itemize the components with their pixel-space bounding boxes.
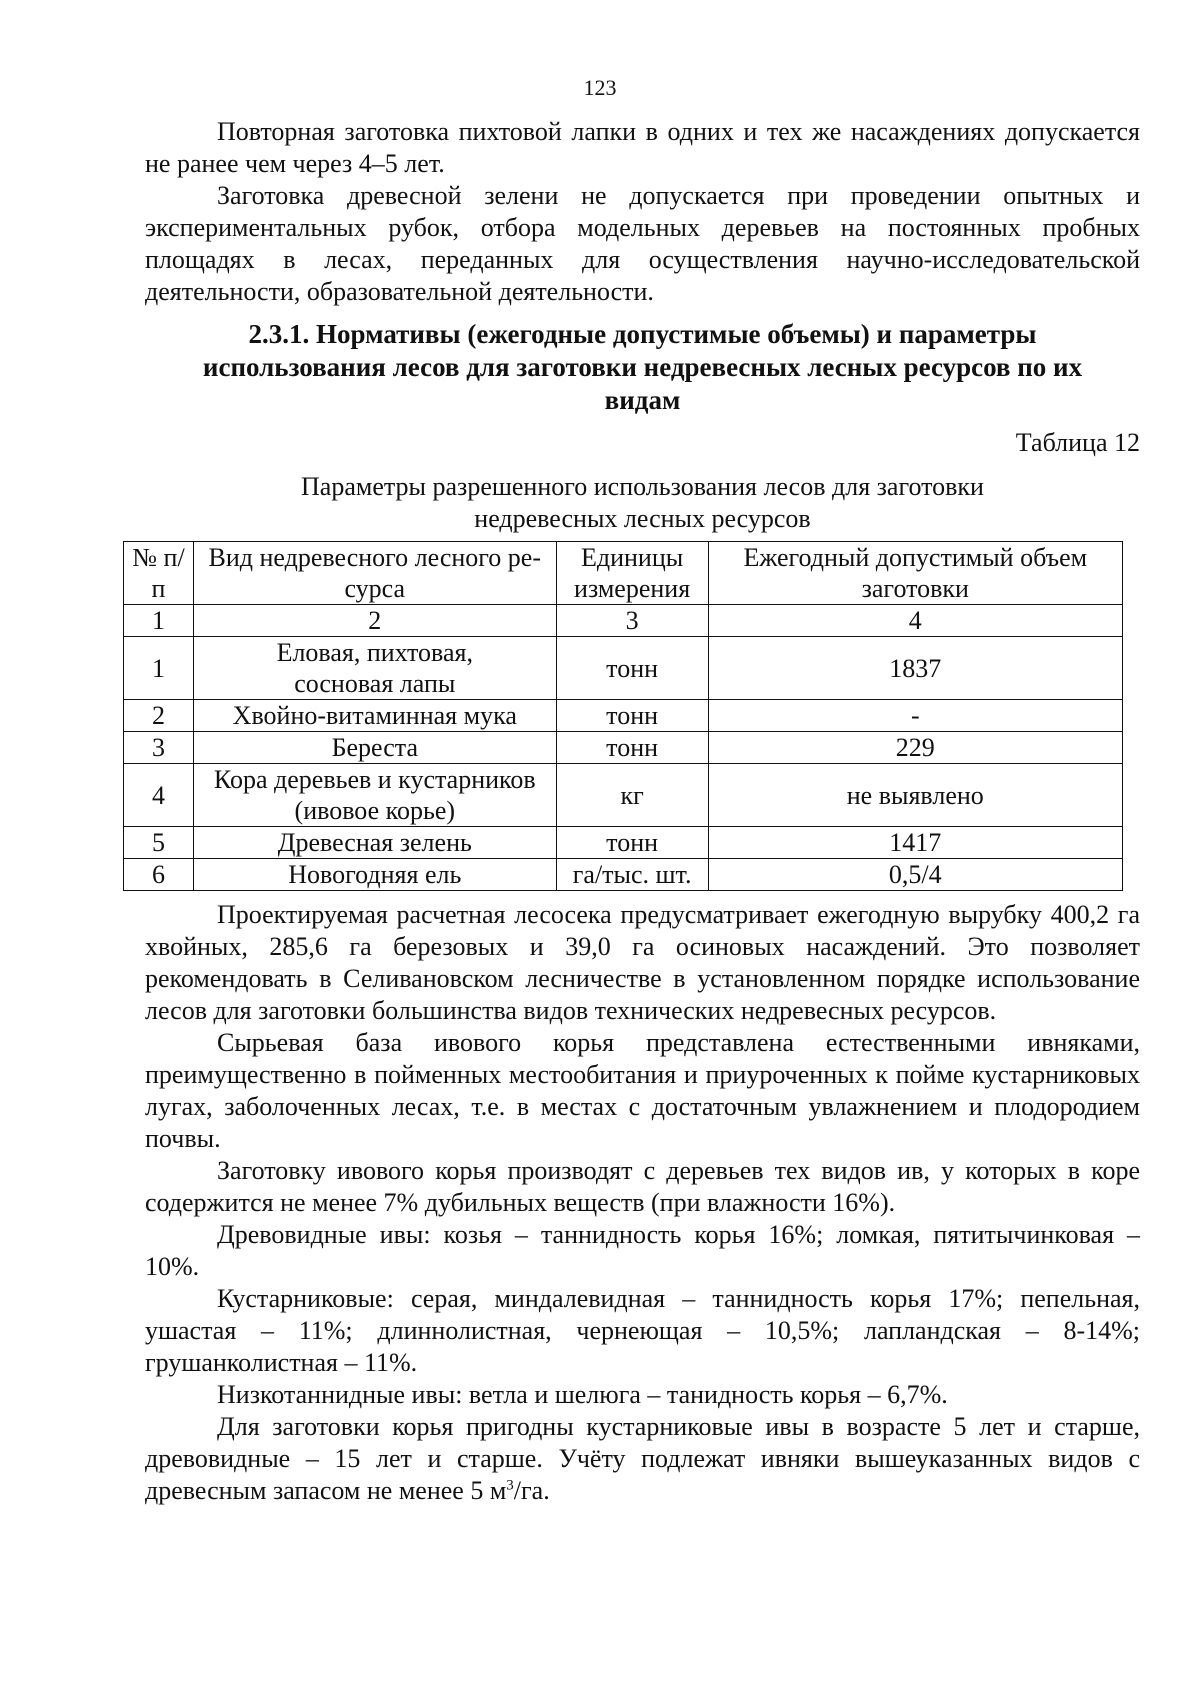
body-paragraph: Кустарниковые: серая, миндалевидная – таннидность корья 17%; пепельная, ушастая – 11%; длиннолистная, чернеющая – 10,5%; лапландская – 8-14%; грушанколистная – 11%. <box>145 1284 1140 1377</box>
table-row <box>124 859 1123 891</box>
table-cell: - <box>708 700 1122 732</box>
table-cell: тонн <box>556 732 708 764</box>
intro-paragraph: Повторная заготовка пихтовой лапки в одних и тех же насаждениях допускается не ранее чем через 4–5 лет. <box>145 117 1140 178</box>
body-paragraph: Древовидные ивы: козья – таннидность корья 16%; ломкая, пятитычинковая – 10%. <box>145 1220 1140 1281</box>
section-heading: 2.3.1. Нормативы (ежегодные допустимые объемы) и параметры использования лесов для заготовки недревесных лесных ресурсов по их видам <box>202 319 1083 415</box>
table-cell: Кора деревьев и кустарников (ивовое корье) <box>193 764 556 827</box>
table-cell: Еловая, пихтовая, сосновая лапы <box>193 637 556 700</box>
last-paragraph-suffix: /га. <box>513 1476 550 1505</box>
table-row <box>124 732 1123 764</box>
table-number: Таблица 12 <box>1015 428 1140 457</box>
table-cell: га/тыс. шт. <box>556 859 708 891</box>
table-cell: не выявлено <box>708 764 1122 827</box>
column-number-cell: 2 <box>193 605 556 637</box>
table-cell: 2 <box>124 700 194 732</box>
intro-paragraph: Заготовка древесной зелени не допускается при проведении опытных и экспериментальных рубок, отбора модельных деревьев на постоянных пробных площадях в лесах, переданных для осуществления научно-исследовательской деятельности, образовательной деятельности. <box>145 181 1140 306</box>
table-cell: 5 <box>124 827 194 859</box>
header-cell: Единицы измерения <box>556 542 708 605</box>
body-paragraph: Проектируемая расчетная лесосека предусматривает ежегодную вырубку 400,2 га хвойных, 285,6 га березовых и 39,0 га осиновых насаждений. Это позволяет рекомендовать в Селивановском лесничестве в установленном порядке использование лесов для заготовки большинства видов технических недревесных ресурсов. <box>145 900 1140 1025</box>
table-cell: Новогодняя ель <box>193 859 556 891</box>
table-cell: 1837 <box>708 637 1122 700</box>
column-number-cell: 3 <box>556 605 708 637</box>
page-number: 123 <box>583 75 617 100</box>
header-cell: Ежегодный допустимый объем заготовки <box>708 542 1122 605</box>
table-cell: 1417 <box>708 827 1122 859</box>
body-paragraph: Низкотаннидные ивы: ветла и шелюга – танидность корья – 6,7%. <box>217 1380 948 1409</box>
table-cell: Хвойно-витаминная мука <box>193 700 556 732</box>
table-cell: Береста <box>193 732 556 764</box>
table-cell: 1 <box>124 637 194 700</box>
table-cell: 3 <box>124 732 194 764</box>
table-row <box>124 764 1123 827</box>
table-column-number-row <box>124 605 1123 637</box>
table-cell: 6 <box>124 859 194 891</box>
body-paragraph: Сырьевая база ивового корья представлена естественными ивняками, преимущественно в пойменных местообитания и приуроченных к пойме кустарниковых лугах, заболоченных лесах, т.е. в местах с достаточным увлажнением и плодородием почвы. <box>145 1028 1140 1153</box>
table-cell: тонн <box>556 700 708 732</box>
table-cell: Древесная зелень <box>193 827 556 859</box>
header-cell: Вид недревесного лесного ре-сурса <box>193 542 556 605</box>
resources-table <box>123 541 1123 891</box>
table-row <box>124 700 1123 732</box>
table-cell: кг <box>556 764 708 827</box>
table-cell: 229 <box>708 732 1122 764</box>
table-cell: 0,5/4 <box>708 859 1122 891</box>
table-caption: Параметры разрешенного использования лесов для заготовки недревесных лесных ресурсов <box>301 472 984 533</box>
header-cell: № п/п <box>124 542 194 605</box>
column-number-cell: 1 <box>124 605 194 637</box>
table-cell: тонн <box>556 827 708 859</box>
table-row <box>124 827 1123 859</box>
last-paragraph <box>145 1411 1140 1507</box>
table-row <box>124 637 1123 700</box>
body-text <box>145 899 1140 1507</box>
table-cell: 4 <box>124 764 194 827</box>
table-header-row <box>124 542 1123 605</box>
body-paragraph: Заготовку ивового корья производят с деревьев тех видов ив, у которых в коре содержится не менее 7% дубильных веществ (при влажности 16%). <box>145 1156 1140 1217</box>
cubic-superscript: 3 <box>506 1477 514 1494</box>
column-number-cell: 4 <box>708 605 1122 637</box>
page-content <box>132 116 1140 1507</box>
table-cell: тонн <box>556 637 708 700</box>
last-paragraph-text: Для заготовки корья пригодны кустарниковые ивы в возрасте 5 лет и старше, древовидные – 15 лет и старше. Учёту подлежат ивняки вышеуказанных видов с древесным запасом не менее 5 м <box>145 1412 1140 1505</box>
